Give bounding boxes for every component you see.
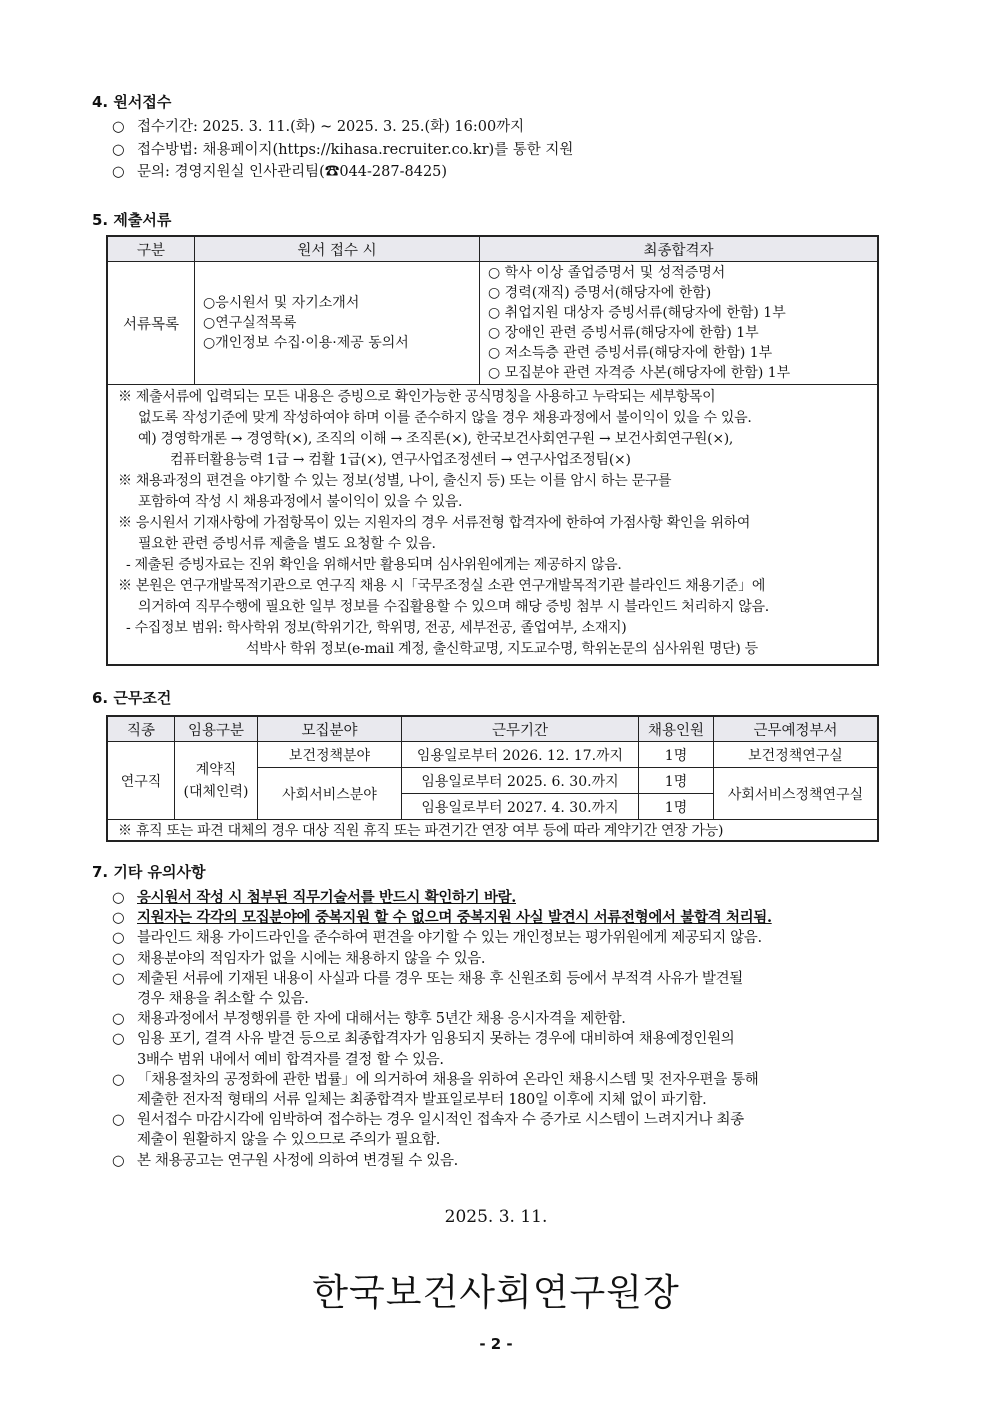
contact-info: 문의: 경영지원실 인사관리팀(☎044-287-8425) (137, 164, 448, 180)
period-cell: 임용일로부터 2025. 6. 30.까지 (402, 768, 639, 794)
list-item: ○ 모집분야 관련 자격증 사본(해당자에 한함) 1부 (488, 365, 791, 381)
list-item: ○ 저소득층 관련 증빙서류(해당자에 한함) 1부 (488, 345, 773, 361)
list-item: ○ 장애인 관련 증빙서류(해당자에 한함) 1부 (488, 325, 759, 341)
list-item: 3배수 범위 내에서 예비 합격자를 결정 할 수 있음. (137, 1051, 444, 1068)
note-line: - 제출된 증빙자료는 진위 확인을 위해서만 활용되며 심사위원에게는 제공하지 않음. (126, 557, 622, 573)
hire-type-line: 계약직 (195, 761, 237, 778)
count-cell: 1명 (639, 768, 714, 794)
section-documents (92, 210, 892, 230)
dept-cell: 보건정책연구실 (714, 742, 879, 768)
apply-docs-cell (195, 262, 480, 385)
section-application (92, 92, 892, 184)
list-item: ○개인정보 수집·이용·제공 동의서 (203, 335, 409, 351)
table-header: 최종합격자 (480, 236, 879, 262)
list-item: ○ 「채용절차의 공정화에 관한 법률」에 의거하여 채용을 위하여 온라인 채용시스템 및 전자우편을 통해 (112, 1071, 759, 1088)
note-line: 예) 경영학개론 → 경영학(×), 조직의 이해 → 조직론(×), 한국보건사회연구원 → 보건사회연구원(×), (138, 431, 734, 447)
section-work-conditions (92, 688, 892, 708)
list-item: ○ 접수방법: 채용페이지(https://kihasa.recruiter.co.kr)를 통한 지원 (112, 141, 574, 158)
final-docs-cell (480, 262, 879, 385)
note-line: ※ 본원은 연구개발목적기관으로 연구직 채용 시「국무조정실 소관 연구개발목적기관 블라인드 채용기준」에 (118, 578, 766, 594)
list-item: 제출이 원활하지 않을 수 있으므로 주의가 필요함. (137, 1132, 440, 1149)
work-table (106, 715, 879, 842)
list-item: ○ 취업지원 대상자 증빙서류(해당자에 한함) 1부 (488, 305, 786, 321)
note-line: 없도록 작성기준에 맞게 작성하여야 하며 이를 준수하지 않을 경우 채용과정에서 불이익이 있을 수 있음. (138, 410, 752, 426)
note-line: ※ 채용과정의 편견을 야기할 수 있는 정보(성별, 나이, 출신지 등) 또는 이를 암시 하는 문구를 (118, 473, 672, 489)
list-item: ○연구실적목록 (203, 315, 297, 331)
note-line: 석박사 학위 정보(e-mail 계정, 출신학교명, 지도교수명, 학위논문의 심사위원 명단) 등 (246, 641, 758, 657)
list-item: ○ 채용과정에서 부정행위를 한 자에 대해서는 향후 5년간 채용 응시자격을 제한함. (112, 1011, 626, 1028)
list-item: 제출한 전자적 형태의 서류 일체는 최종합격자 발표일로부터 180일 이후에 지체 없이 파기함. (137, 1092, 707, 1109)
note-line: 포함하여 작성 시 채용과정에서 불이익이 있을 수 있음. (138, 494, 463, 510)
table-header: 근무기간 (402, 716, 639, 742)
organization-signature: 한국보건사회연구원장 (312, 1271, 680, 1314)
list-item: ○ 응시원서 작성 시 첨부된 직무기술서를 반드시 확인하기 바람. (112, 889, 517, 906)
list-item: ○ 채용분야의 적임자가 없을 시에는 채용하지 않을 수 있음. (112, 950, 486, 967)
field-cell: 보건정책분야 (258, 742, 402, 768)
table-row (107, 742, 878, 768)
list-item: ○ 문의: 경영지원실 인사관리팀(☎044-287-8425) (112, 164, 448, 180)
table-header: 모집분야 (258, 716, 402, 742)
table-header: 구분 (107, 236, 195, 262)
table-header: 근무예정부서 (714, 716, 879, 742)
application-period: 접수기간: 2025. 3. 11.(화) ~ 2025. 3. 25.(화) 16:00까지 (137, 119, 525, 135)
job-cell: 연구직 (107, 742, 175, 820)
period-cell: 임용일로부터 2027. 4. 30.까지 (402, 794, 639, 820)
dept-cell: 사회서비스정책연구실 (714, 768, 879, 820)
list-item: ○ 학사 이상 졸업증명서 및 성적증명서 (488, 265, 726, 281)
announcement-date: 2025. 3. 11. (444, 1207, 548, 1227)
note-line: ※ 응시원서 기재사항에 가점항목이 있는 지원자의 경우 서류전형 합격자에 한하여 가점사항 확인을 위하여 (118, 515, 751, 531)
note-line: - 수집정보 범위: 학사학위 정보(학위기간, 학위명, 전공, 세부전공, 졸업여부, 소재지) (126, 620, 627, 636)
section-title: 4. 원서접수 (92, 93, 172, 111)
note-line: 컴퓨터활용능력 1급 → 컴활 1급(×), 연구사업조정센터 → 연구사업조정팀(×) (170, 452, 631, 468)
documents-table (106, 235, 879, 666)
section-title: 6. 근무조건 (92, 689, 172, 707)
list-item: ○ 원서접수 마감시각에 임박하여 접수하는 경우 일시적인 접속자 수 증가로 시스템이 느려지거나 최종 (112, 1112, 744, 1129)
note-line: ※ 제출서류에 입력되는 모든 내용은 증빙으로 확인가능한 공식명칭을 사용하고 누락되는 세부항목이 (118, 389, 716, 405)
count-cell: 1명 (639, 794, 714, 820)
notes-cell (107, 385, 878, 666)
period-cell: 임용일로부터 2026. 12. 17.까지 (402, 742, 639, 768)
list-item: ○ 본 채용공고는 연구원 사정에 의하여 변경될 수 있음. (112, 1152, 458, 1169)
work-note: ※ 휴직 또는 파견 대체의 경우 대상 직원 휴직 또는 파견기간 연장 여부 등에 따라 계약기간 연장 가능) (107, 820, 878, 842)
hire-type-cell (175, 742, 258, 820)
table-header: 임용구분 (175, 716, 258, 742)
field-cell: 사회서비스분야 (258, 768, 402, 820)
list-item: ○ 접수기간: 2025. 3. 11.(화) ~ 2025. 3. 25.(화) 16:00까지 (112, 119, 525, 135)
documents-table-wrap (106, 235, 879, 666)
page-number: - 2 - (479, 1335, 513, 1353)
list-item: 경우 채용을 취소할 수 있음. (137, 991, 309, 1008)
list-item: ○ 경력(재직) 증명서(해당자에 한함) (488, 285, 712, 301)
table-header: 채용인원 (639, 716, 714, 742)
note-line: 필요한 관련 증빙서류 제출을 별도 요청할 수 있음. (138, 536, 436, 552)
table-header: 원서 접수 시 (195, 236, 480, 262)
count-cell: 1명 (639, 742, 714, 768)
hire-type-line: (대체인력) (183, 783, 249, 800)
work-table-wrap (106, 715, 879, 842)
section-title: 5. 제출서류 (92, 211, 172, 229)
list-item: ○ 제출된 서류에 기재된 내용이 사실과 다를 경우 또는 채용 후 신원조회 등에서 부적격 사유가 발견될 (112, 970, 743, 987)
list-item: ○ 지원자는 각각의 모집분야에 중복지원 할 수 없으며 중복지원 사실 발견시 서류전형에서 불합격 처리됨. (112, 909, 772, 927)
section-notes (92, 862, 912, 1171)
list-item: ○ 블라인드 채용 가이드라인을 준수하여 편견을 야기할 수 있는 개인정보는 평가위원에게 제공되지 않음. (112, 930, 762, 947)
table-header: 직종 (107, 716, 175, 742)
section-title: 7. 기타 유의사항 (92, 863, 206, 881)
list-item: ○ 임용 포기, 결격 사유 발견 등으로 최종합격자가 임용되지 못하는 경우에 대비하여 채용예정인원의 (112, 1031, 735, 1048)
row-label: 서류목록 (107, 262, 195, 385)
list-item: ○응시원서 및 자기소개서 (203, 295, 360, 311)
application-method: 접수방법: 채용페이지(https://kihasa.recruiter.co.kr)를 통한 지원 (137, 141, 574, 158)
note-line: 의거하여 직무수행에 필요한 일부 정보를 수집활용할 수 있으며 해당 증빙 첨부 시 블라인드 처리하지 않음. (138, 599, 769, 615)
